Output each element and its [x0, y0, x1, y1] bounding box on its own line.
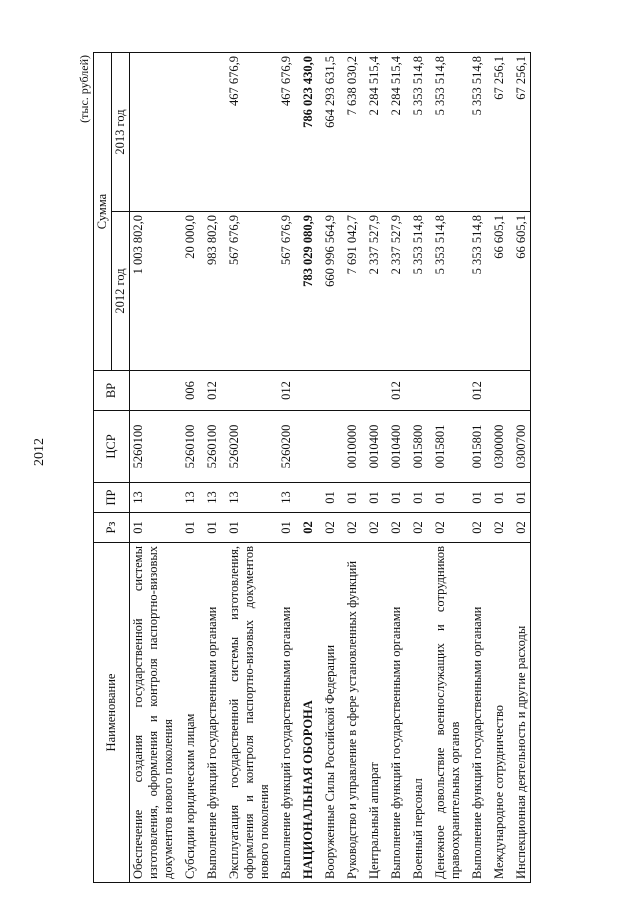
row-pr: 01	[464, 483, 486, 513]
row-name: Выполнение функций государственными органами	[464, 543, 486, 883]
row-csr: 0015801	[427, 411, 464, 483]
row-vr	[317, 371, 339, 411]
row-pr: 13	[273, 483, 295, 513]
row-rz: 02	[486, 513, 508, 543]
row-amount-2012: 783 029 080,9	[295, 212, 317, 371]
budget-table	[93, 52, 531, 883]
row-pr: 01	[427, 483, 464, 513]
row-vr: 006	[177, 371, 199, 411]
header-rz: Рз	[94, 513, 130, 543]
row-amount-2012: 5 353 514,8	[464, 212, 486, 371]
header-csr: ЦСР	[94, 411, 130, 483]
header-year-2012: 2012 год	[112, 212, 130, 371]
row-pr: 13	[130, 483, 178, 513]
row-name: Вооруженные Силы Российской Федерации	[317, 543, 339, 883]
row-csr: 5260100	[130, 411, 178, 483]
row-rz: 01	[221, 513, 273, 543]
row-amount-2013	[199, 53, 221, 212]
row-amount-2012: 1 003 802,0	[130, 212, 178, 371]
budget-table-page	[75, 53, 565, 883]
row-vr	[486, 371, 508, 411]
row-pr	[295, 483, 317, 513]
table-row	[295, 53, 317, 883]
table-row	[427, 53, 464, 883]
row-vr: 012	[464, 371, 486, 411]
row-amount-2012: 2 337 527,9	[361, 212, 383, 371]
row-csr: 0010000	[339, 411, 361, 483]
row-amount-2012: 983 802,0	[199, 212, 221, 371]
row-name: Международное сотрудничество	[486, 543, 508, 883]
row-pr: 01	[486, 483, 508, 513]
row-pr: 13	[221, 483, 273, 513]
row-amount-2012: 66 605,1	[486, 212, 508, 371]
row-vr	[130, 371, 178, 411]
row-vr	[405, 371, 427, 411]
row-rz: 01	[130, 513, 178, 543]
row-rz: 02	[339, 513, 361, 543]
row-amount-2013: 2 284 515,4	[361, 53, 383, 212]
header-pr: ПР	[94, 483, 130, 513]
row-amount-2013: 786 023 430,0	[295, 53, 317, 212]
row-csr: 0010400	[383, 411, 405, 483]
row-name: Денежное довольствие военнослужащих и сотрудников правоохранительных органов	[427, 543, 464, 883]
units-label: (тыс. рублей)	[77, 55, 91, 123]
table-row	[221, 53, 273, 883]
table-row	[508, 53, 531, 883]
row-pr: 01	[339, 483, 361, 513]
row-amount-2012: 567 676,9	[221, 212, 273, 371]
table-row	[199, 53, 221, 883]
table-row	[383, 53, 405, 883]
table-row	[177, 53, 199, 883]
row-csr: 0300700	[508, 411, 531, 483]
row-amount-2013	[130, 53, 178, 212]
row-name: Выполнение функций государственными органами	[383, 543, 405, 883]
row-amount-2013: 2 284 515,4	[383, 53, 405, 212]
table-row	[405, 53, 427, 883]
row-vr	[361, 371, 383, 411]
row-amount-2013: 5 353 514,8	[427, 53, 464, 212]
row-csr: 0015800	[405, 411, 427, 483]
header-sum: Сумма	[94, 53, 112, 371]
row-amount-2012: 7 691 042,7	[339, 212, 361, 371]
row-pr: 01	[405, 483, 427, 513]
row-name: Военный персонал	[405, 543, 427, 883]
row-amount-2013: 5 353 514,8	[405, 53, 427, 212]
row-pr: 01	[361, 483, 383, 513]
row-amount-2013: 5 353 514,8	[464, 53, 486, 212]
row-csr: 0015801	[464, 411, 486, 483]
table-row	[130, 53, 178, 883]
row-pr: 13	[199, 483, 221, 513]
row-amount-2012: 5 353 514,8	[405, 212, 427, 371]
table-row	[361, 53, 383, 883]
row-name: НАЦИОНАЛЬНАЯ ОБОРОНА	[295, 543, 317, 883]
row-name: Выполнение функций государственными органами	[273, 543, 295, 883]
row-amount-2012: 567 676,9	[273, 212, 295, 371]
row-vr	[295, 371, 317, 411]
table-row	[464, 53, 486, 883]
row-pr: 01	[317, 483, 339, 513]
table-row	[273, 53, 295, 883]
row-vr: 012	[383, 371, 405, 411]
row-rz: 02	[464, 513, 486, 543]
row-name: Центральный аппарат	[361, 543, 383, 883]
row-amount-2013: 67 256,1	[508, 53, 531, 212]
row-pr: 13	[177, 483, 199, 513]
row-name: Инспекционная деятельность и другие расходы	[508, 543, 531, 883]
row-name: Руководство и управление в сфере установленных функций	[339, 543, 361, 883]
row-vr	[508, 371, 531, 411]
row-rz: 02	[361, 513, 383, 543]
row-rz: 01	[199, 513, 221, 543]
header-vr: ВР	[94, 371, 130, 411]
row-amount-2013: 7 638 030,2	[339, 53, 361, 212]
row-vr: 012	[199, 371, 221, 411]
row-rz: 02	[295, 513, 317, 543]
table-header	[94, 53, 130, 883]
row-vr: 012	[273, 371, 295, 411]
row-rz: 02	[405, 513, 427, 543]
row-amount-2012: 2 337 527,9	[383, 212, 405, 371]
table-body	[130, 53, 531, 883]
row-amount-2013: 467 676,9	[221, 53, 273, 212]
header-name: Наименование	[94, 543, 130, 883]
row-csr: 0300000	[486, 411, 508, 483]
row-amount-2012: 5 353 514,8	[427, 212, 464, 371]
row-vr	[221, 371, 273, 411]
row-name: Эксплуатация государственной системы изготовления, оформления и контроля паспортно-визовых документов нового поколения	[221, 543, 273, 883]
row-pr: 01	[383, 483, 405, 513]
row-csr: 5260200	[273, 411, 295, 483]
row-vr	[339, 371, 361, 411]
table-row	[317, 53, 339, 883]
page-number: 2012	[32, 438, 47, 466]
row-amount-2012: 660 996 564,9	[317, 212, 339, 371]
row-amount-2012: 20 000,0	[177, 212, 199, 371]
row-csr	[295, 411, 317, 483]
row-rz: 01	[273, 513, 295, 543]
row-csr	[317, 411, 339, 483]
row-amount-2013: 664 293 631,5	[317, 53, 339, 212]
row-csr: 0010400	[361, 411, 383, 483]
table-row	[339, 53, 361, 883]
row-csr: 5260200	[221, 411, 273, 483]
row-amount-2013: 467 676,9	[273, 53, 295, 212]
row-rz: 02	[383, 513, 405, 543]
row-pr: 01	[508, 483, 531, 513]
header-year-2013: 2013 год	[112, 53, 130, 212]
row-csr: 5260100	[199, 411, 221, 483]
table-row	[486, 53, 508, 883]
row-rz: 02	[427, 513, 464, 543]
row-rz: 01	[177, 513, 199, 543]
row-amount-2013: 67 256,1	[486, 53, 508, 212]
row-vr	[427, 371, 464, 411]
row-name: Обеспечение создания государственной системы изготовления, оформления и контроля паспортно-визовых документов нового поколения	[130, 543, 178, 883]
row-rz: 02	[317, 513, 339, 543]
row-name: Субсидии юридическим лицам	[177, 543, 199, 883]
row-name: Выполнение функций государственными органами	[199, 543, 221, 883]
row-rz: 02	[508, 513, 531, 543]
row-amount-2012: 66 605,1	[508, 212, 531, 371]
row-csr: 5260100	[177, 411, 199, 483]
row-amount-2013	[177, 53, 199, 212]
